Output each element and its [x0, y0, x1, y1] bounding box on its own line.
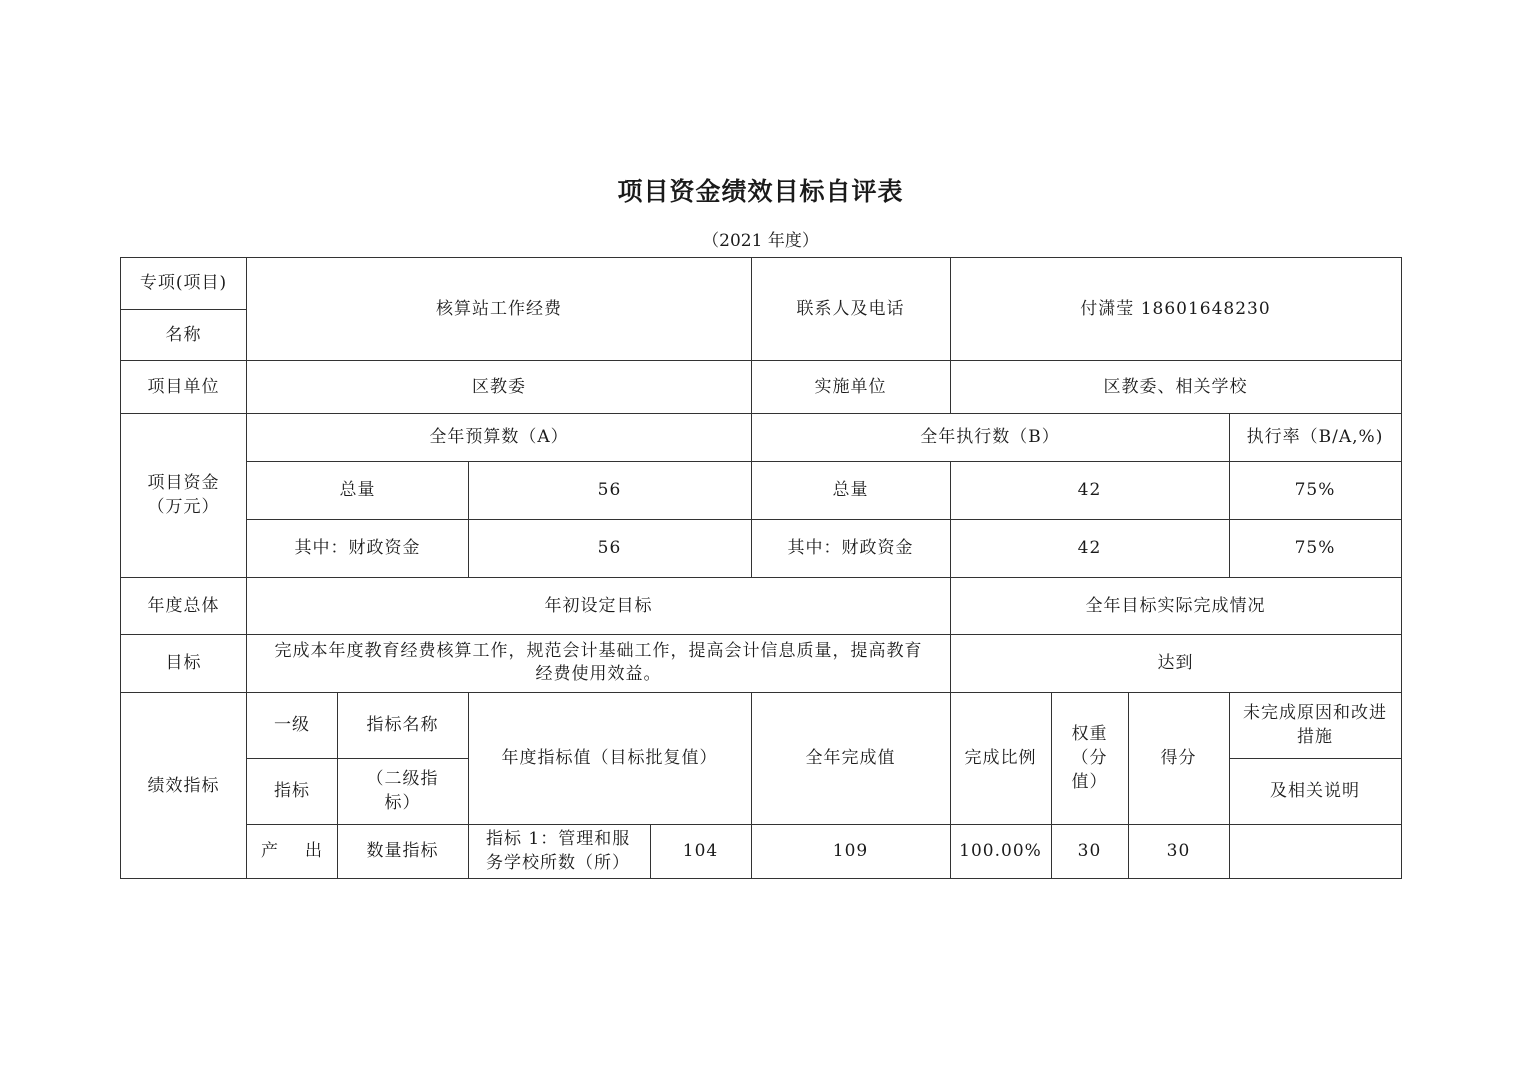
- reason-header-line: 未完成原因和改进: [1243, 703, 1387, 723]
- goal-result: 达到: [1157, 653, 1194, 673]
- goal-set-header: 年初设定目标: [544, 595, 653, 616]
- fiscal-label: 其中：财政资金: [294, 538, 421, 558]
- fiscal-budget: 56: [597, 538, 622, 558]
- goal-text-line: 完成本年度教育经费核算工作，规范会计基础工作，提高会计信息质量，提高教育: [274, 641, 923, 661]
- total-budget: 56: [597, 480, 622, 500]
- completed-header: 全年完成值: [805, 748, 896, 768]
- table-row-weight: 30: [1077, 841, 1102, 861]
- table-row-indicator: [468, 824, 650, 878]
- executed-header: 全年执行数（B）: [920, 427, 1060, 447]
- indicator-name-line: （二级指: [366, 769, 439, 789]
- funds-label-line: （万元）: [147, 497, 220, 517]
- goal-label: 目标: [165, 653, 202, 673]
- indicator-name-header: 指标名称: [366, 715, 439, 735]
- level1-header: 一级: [274, 715, 310, 735]
- table-row-completed: 109: [832, 841, 869, 861]
- perf-label: 绩效指标: [147, 775, 220, 796]
- goal-text: [247, 634, 950, 692]
- annual-label: 年度总体: [147, 595, 220, 616]
- reason-header: [1229, 692, 1401, 758]
- total-rate: 75%: [1294, 480, 1336, 500]
- fiscal-rate: 75%: [1294, 538, 1336, 558]
- document-title: 项目资金绩效目标自评表: [617, 177, 904, 206]
- table-row-score: 30: [1166, 841, 1191, 861]
- table-row-level1: [247, 824, 337, 878]
- reason-header: 及相关说明: [1270, 781, 1360, 801]
- table-border-bottom: [120, 878, 1402, 879]
- table-row-target: 104: [682, 841, 719, 861]
- indicator-line: 务学校所数（所）: [486, 853, 630, 873]
- goal-text-line: 经费使用效益。: [535, 664, 662, 684]
- weight-header-line: （分: [1071, 748, 1108, 768]
- level1-value: 产: [261, 841, 279, 861]
- indicator-name-line: 标）: [384, 793, 421, 813]
- rate-header: 执行率（B/A,%): [1246, 427, 1384, 447]
- table-row-ratio: 100.00%: [959, 841, 1042, 861]
- indicator-line: 指标 1：管理和服: [486, 829, 631, 849]
- contact-value: 付潇莹 18601648230: [1080, 298, 1271, 319]
- performance-table: [120, 257, 1402, 879]
- goal-actual-header: 全年目标实际完成情况: [1085, 595, 1266, 616]
- contact-label: 联系人及电话: [796, 298, 905, 319]
- level1-header: 指标: [274, 781, 310, 801]
- table-row-level2: 数量指标: [366, 841, 439, 861]
- project-label: 名称: [165, 324, 202, 345]
- budget-header: 全年预算数（A）: [429, 427, 569, 447]
- funds-label-line: 项目资金: [147, 473, 220, 493]
- fiscal-executed: 42: [1077, 538, 1102, 558]
- weight-header-line: 权重: [1071, 724, 1108, 744]
- unit-value: 区教委: [472, 376, 526, 397]
- weight-header-line: 值）: [1071, 772, 1108, 792]
- table-border-right: [1401, 257, 1402, 879]
- document-subtitle: （2021 年度）: [702, 231, 819, 251]
- indicator-name-header: [337, 758, 468, 824]
- table-row-reason: [1229, 824, 1401, 878]
- impl-value: 区教委、相关学校: [1103, 376, 1248, 397]
- unit-label: 项目单位: [147, 376, 220, 397]
- ratio-header: 完成比例: [964, 748, 1037, 768]
- weight-header: [1051, 692, 1128, 824]
- funds-label: [120, 413, 247, 577]
- total-executed: 42: [1077, 480, 1102, 500]
- impl-label: 实施单位: [814, 376, 887, 397]
- reason-header-line: 措施: [1297, 727, 1333, 747]
- level1-value: 出: [305, 841, 323, 861]
- annual-target-header: 年度指标值（目标批复值）: [501, 748, 718, 768]
- project-label: 专项(项目): [139, 273, 228, 293]
- fiscal-exec-label: 其中：财政资金: [787, 538, 914, 558]
- total-label: 总量: [339, 480, 376, 500]
- project-name-value: 核算站工作经费: [436, 298, 562, 319]
- score-header: 得分: [1160, 748, 1197, 768]
- total-exec-label: 总量: [832, 480, 869, 500]
